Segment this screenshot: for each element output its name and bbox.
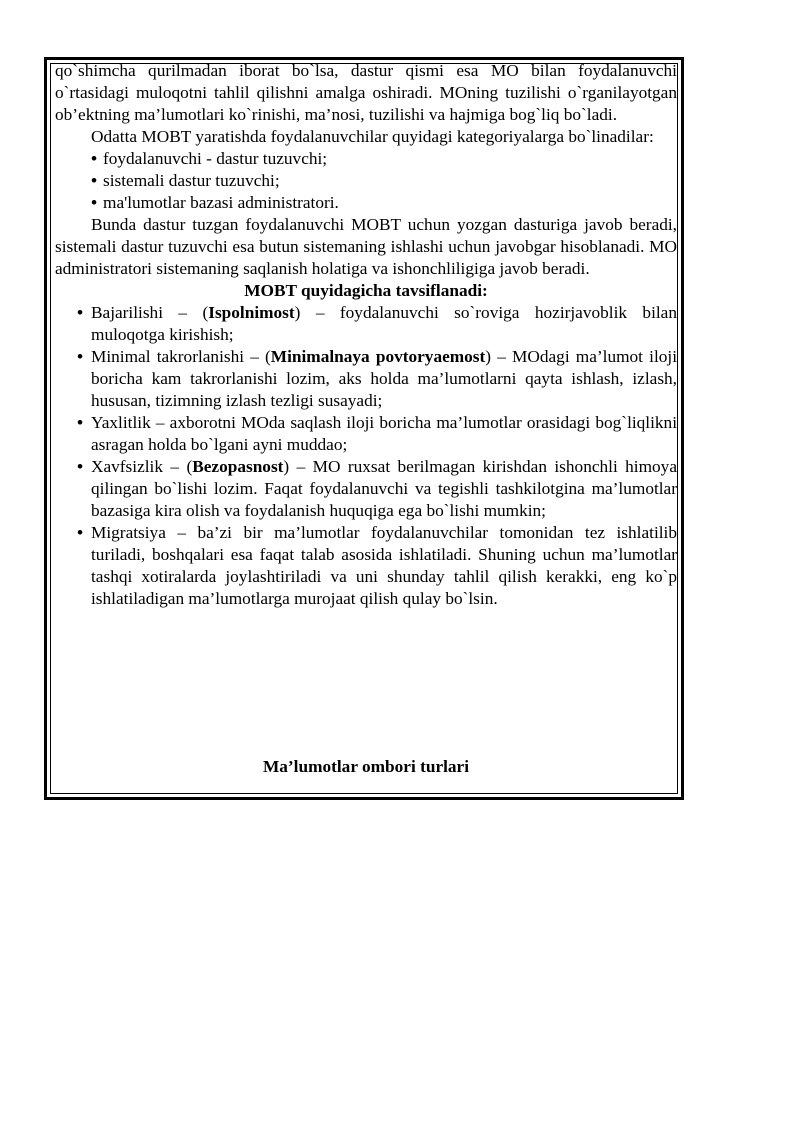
paragraph-responsibilities: Bunda dastur tuzgan foydalanuvchi MOBT uchun yozgan dasturiga javob beradi, sistemali dastur tuzuvchi esa butun sistemaning ishlashi uchun javobgar hisoblanadi. MO administratori sistemaning saqlanish holatiga va ishonchliligiga javob beradi. — [55, 215, 677, 278]
bullet-icon: • — [77, 303, 84, 322]
section-title: Ma’lumotlar ombori turlari — [262, 757, 470, 776]
bullet-icon: • — [77, 457, 84, 476]
list-item: • Migratsiya – ba’zi bir ma’lumotlar foydalanuvchilar tomonidan tez ishlatilib turiladi, boshqalari esa faqat talab asosida ishlatiladi. Shuning uchun ma’lumotlar tashqi xotiralarda joylashtiriladi va uni shunday tahlil qilish kerakki, eng ko`p ishlatiladigan ma’lumotlarga murojaat qilish qulay bo`lsin. — [77, 523, 677, 608]
list-item: • Bajarilishi – (Ispolnimost) – foydalanuvchi so`roviga hozirjavoblik bilan muloqotga kirishish; — [77, 303, 677, 344]
list-item: • foydalanuvchi - dastur tuzuvchi; — [91, 149, 328, 168]
bullet-icon: • — [91, 171, 98, 190]
list-item: • Xavfsizlik – (Bezopasnost) – MO ruxsat berilmagan kirishdan ishonchli himoya qilingan bo`lishi lozim. Faqat foydalanuvchi va tegishli tashkilotgina ma’lumotlar bazasiga kira olish va foydalanish huquqiga ega bo`lishi mumkin; — [77, 457, 677, 520]
paragraph-intro: qo`shimcha qurilmadan iborat bo`lsa, dastur qismi esa MO bilan foydalanuvchi o`rtasidagi muloqotni tahlil qilishni amalga oshiradi. MOning tuzilishi o`rganilayotgan ob’ektning ma’lumotlari ko`rinishi, ma’nosi, tuzilishi va hajmiga bog`liq bo`ladi. — [55, 61, 677, 124]
categories-list — [55, 148, 677, 214]
list-item: • ma'lumotlar bazasi administratori. — [91, 193, 339, 212]
list-item: • Minimal takrorlanishi – (Minimalnaya povtoryaemost) – MOdagi ma’lumot iloji boricha kam takrorlanishi lozim, aks holda ma’lumotlarni qayta ishlash, izlash, hususan, tizimning izlash tezligi susayadi; — [77, 347, 677, 410]
list-item: • Yaxlitlik – axborotni MOda saqlash iloji boricha ma’lumotlar orasidagi bog`liqlikni asragan holda bo`lgani ayni muddao; — [77, 413, 677, 454]
paragraph-categories-intro: Odatta MOBT yaratishda foydalanuvchilar quyidagi kategoriyalarga bo`linadilar: — [91, 127, 654, 146]
properties-list — [55, 302, 677, 610]
list-item: • sistemali dastur tuzuvchi; — [91, 171, 280, 190]
section-heading: MOBT quyidagicha tavsiflanadi: — [244, 281, 488, 300]
bullet-icon: • — [91, 149, 98, 168]
bullet-icon: • — [77, 523, 84, 542]
bullet-icon: • — [77, 347, 84, 366]
bullet-icon: • — [77, 413, 84, 432]
document-body — [55, 60, 677, 610]
bullet-icon: • — [91, 193, 98, 212]
